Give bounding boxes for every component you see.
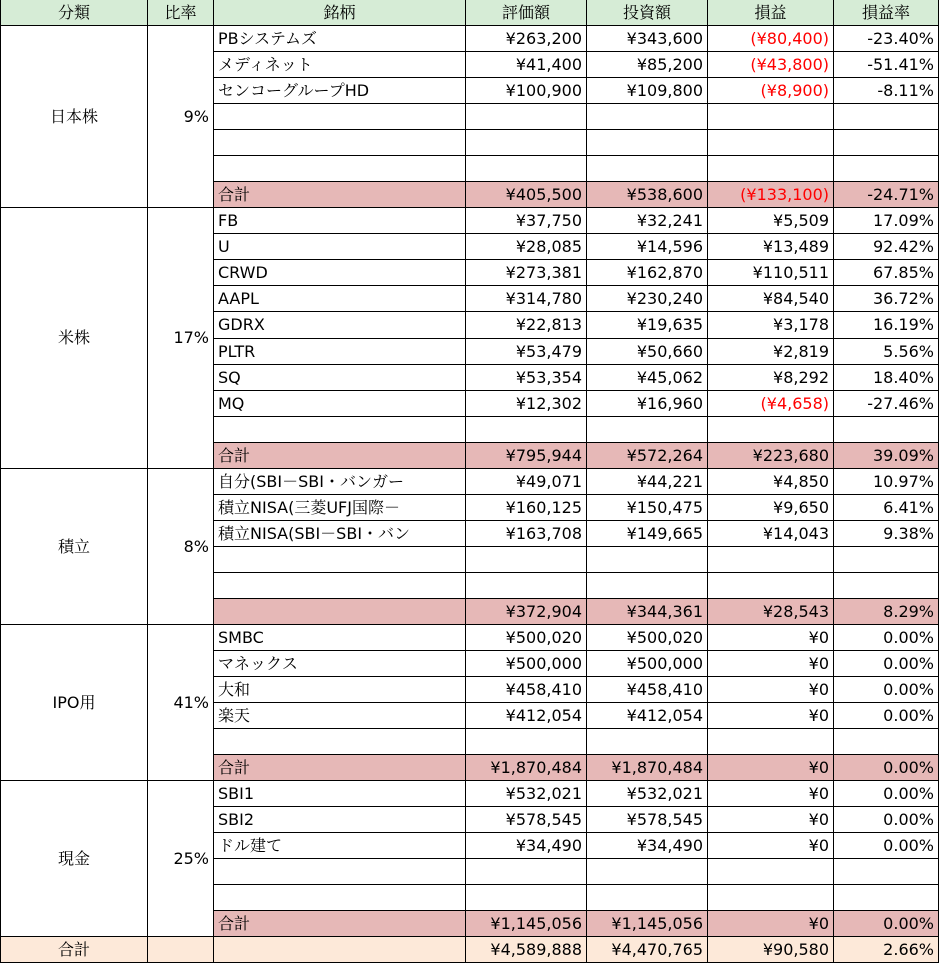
profit-loss-cell[interactable] [708,573,834,599]
grand-total-ratio[interactable] [148,937,214,963]
subtotal-investment-cell[interactable]: ¥538,600 [587,182,708,208]
profit-loss-rate-cell[interactable]: 0.00% [834,703,939,729]
profit-loss-rate-cell[interactable]: 5.56% [834,339,939,365]
valuation-cell[interactable]: ¥163,708 [466,521,587,547]
profit-loss-rate-cell[interactable]: 0.00% [834,677,939,703]
investment-cell[interactable] [587,573,708,599]
subtotal-profit-loss-rate-cell[interactable]: 0.00% [834,911,939,937]
grand-total-label[interactable]: 合計 [0,937,148,963]
category-cell[interactable]: IPO用 [0,625,148,781]
profit-loss-rate-cell[interactable]: 17.09% [834,208,939,234]
ratio-cell[interactable]: 25% [148,781,214,937]
investment-cell[interactable]: ¥500,000 [587,651,708,677]
valuation-cell[interactable]: ¥500,020 [466,625,587,651]
investment-cell[interactable]: ¥85,200 [587,52,708,78]
valuation-cell[interactable] [466,885,587,911]
stock-name-cell[interactable] [214,573,466,599]
subtotal-stock-name-cell[interactable]: 合計 [214,755,466,781]
investment-cell[interactable] [587,104,708,130]
profit-loss-cell[interactable]: ¥0 [708,781,834,807]
subtotal-profit-loss-cell[interactable]: (¥133,100) [708,182,834,208]
stock-name-cell[interactable]: マネックス [214,651,466,677]
investment-cell[interactable] [587,885,708,911]
valuation-cell[interactable] [466,547,587,573]
subtotal-stock-name-cell[interactable]: 合計 [214,182,466,208]
subtotal-profit-loss-cell[interactable]: ¥0 [708,911,834,937]
header-stock: 銘柄 [214,0,466,26]
stock-name-cell[interactable]: AAPL [214,286,466,312]
investment-cell[interactable] [587,729,708,755]
valuation-cell[interactable]: ¥22,813 [466,312,587,339]
profit-loss-cell[interactable]: ¥84,540 [708,286,834,312]
subtotal-valuation-cell[interactable]: ¥405,500 [466,182,587,208]
stock-name-cell[interactable]: FB [214,208,466,234]
profit-loss-rate-cell[interactable]: -8.11% [834,78,939,104]
investment-cell[interactable]: ¥500,020 [587,625,708,651]
profit-loss-rate-cell[interactable] [834,130,939,156]
profit-loss-rate-cell[interactable]: 0.00% [834,625,939,651]
profit-loss-rate-cell[interactable] [834,573,939,599]
profit-loss-cell[interactable] [708,547,834,573]
valuation-cell[interactable]: ¥263,200 [466,26,587,52]
subtotal-profit-loss-rate-cell[interactable]: -24.71% [834,182,939,208]
investment-cell[interactable]: ¥14,596 [587,234,708,260]
valuation-cell[interactable] [466,417,587,443]
profit-loss-cell[interactable]: ¥0 [708,833,834,859]
profit-loss-cell[interactable]: (¥80,400) [708,26,834,52]
ratio-cell[interactable]: 41% [148,625,214,781]
profit-loss-cell[interactable]: ¥0 [708,651,834,677]
valuation-cell[interactable] [466,156,587,182]
investment-cell[interactable] [587,547,708,573]
profit-loss-rate-cell[interactable]: 16.19% [834,312,939,339]
investment-cell[interactable]: ¥44,221 [587,469,708,495]
profit-loss-cell[interactable] [708,885,834,911]
investment-cell[interactable]: ¥32,241 [587,208,708,234]
stock-name-cell[interactable]: 積立NISA(SBI－SBI・バン [214,521,466,547]
valuation-cell[interactable] [466,729,587,755]
investment-cell[interactable]: ¥230,240 [587,286,708,312]
profit-loss-cell[interactable]: ¥110,511 [708,260,834,286]
profit-loss-rate-cell[interactable]: -27.46% [834,391,939,417]
stock-name-cell[interactable] [214,156,466,182]
profit-loss-rate-cell[interactable]: 0.00% [834,781,939,807]
profit-loss-rate-cell[interactable] [834,417,939,443]
subtotal-profit-loss-cell[interactable]: ¥223,680 [708,443,834,469]
stock-name-cell[interactable]: PLTR [214,339,466,365]
investment-cell[interactable] [587,417,708,443]
investment-cell[interactable]: ¥50,660 [587,339,708,365]
stock-name-cell[interactable]: SBI2 [214,807,466,833]
profit-loss-cell[interactable]: ¥0 [708,677,834,703]
investment-cell[interactable]: ¥343,600 [587,26,708,52]
investment-cell[interactable] [587,859,708,885]
stock-name-cell[interactable]: SBI1 [214,781,466,807]
valuation-cell[interactable]: ¥532,021 [466,781,587,807]
profit-loss-rate-cell[interactable]: 18.40% [834,365,939,391]
profit-loss-rate-cell[interactable]: 0.00% [834,651,939,677]
investment-cell[interactable]: ¥412,054 [587,703,708,729]
subtotal-investment-cell[interactable]: ¥1,870,484 [587,755,708,781]
subtotal-profit-loss-cell[interactable]: ¥28,543 [708,599,834,625]
valuation-cell[interactable] [466,104,587,130]
valuation-cell[interactable]: ¥37,750 [466,208,587,234]
profit-loss-cell[interactable] [708,156,834,182]
profit-loss-cell[interactable]: (¥8,900) [708,78,834,104]
valuation-cell[interactable] [466,859,587,885]
valuation-cell[interactable]: ¥314,780 [466,286,587,312]
profit-loss-rate-cell[interactable] [834,885,939,911]
subtotal-valuation-cell[interactable]: ¥795,944 [466,443,587,469]
profit-loss-rate-cell[interactable]: 0.00% [834,807,939,833]
profit-loss-rate-cell[interactable] [834,547,939,573]
valuation-cell[interactable] [466,130,587,156]
stock-name-cell[interactable]: センコーグループHD [214,78,466,104]
subtotal-valuation-cell[interactable]: ¥1,870,484 [466,755,587,781]
subtotal-investment-cell[interactable]: ¥1,145,056 [587,911,708,937]
profit-loss-cell[interactable]: ¥0 [708,625,834,651]
ratio-cell[interactable]: 17% [148,208,214,469]
investment-cell[interactable]: ¥150,475 [587,495,708,521]
profit-loss-rate-cell[interactable]: -51.41% [834,52,939,78]
category-cell[interactable]: 現金 [0,781,148,937]
stock-name-cell[interactable]: CRWD [214,260,466,286]
stock-name-cell[interactable] [214,729,466,755]
stock-name-cell[interactable]: PBシステムズ [214,26,466,52]
subtotal-investment-cell[interactable]: ¥344,361 [587,599,708,625]
header-ratio: 比率 [148,0,214,26]
valuation-cell[interactable]: ¥578,545 [466,807,587,833]
category-cell[interactable]: 積立 [0,469,148,625]
stock-name-cell[interactable]: 大和 [214,677,466,703]
valuation-cell[interactable]: ¥41,400 [466,52,587,78]
investment-cell[interactable]: ¥19,635 [587,312,708,339]
header-investment: 投資額 [587,0,708,26]
investment-cell[interactable]: ¥578,545 [587,807,708,833]
stock-name-cell[interactable] [214,859,466,885]
profit-loss-cell[interactable]: ¥13,489 [708,234,834,260]
profit-loss-rate-cell[interactable] [834,729,939,755]
stock-name-cell[interactable]: U [214,234,466,260]
stock-name-cell[interactable]: SQ [214,365,466,391]
subtotal-profit-loss-rate-cell[interactable]: 39.09% [834,443,939,469]
investment-cell[interactable]: ¥149,665 [587,521,708,547]
stock-name-cell[interactable]: 積立NISA(三菱UFJ国際－ [214,495,466,521]
profit-loss-rate-cell[interactable]: 0.00% [834,833,939,859]
stock-name-cell[interactable] [214,547,466,573]
investment-cell[interactable]: ¥162,870 [587,260,708,286]
valuation-cell[interactable]: ¥53,479 [466,339,587,365]
grand-total-name[interactable] [214,937,466,963]
subtotal-profit-loss-rate-cell[interactable]: 8.29% [834,599,939,625]
investment-cell[interactable]: ¥458,410 [587,677,708,703]
profit-loss-rate-cell[interactable]: 67.85% [834,260,939,286]
investment-cell[interactable] [587,156,708,182]
profit-loss-cell[interactable] [708,729,834,755]
profit-loss-cell[interactable]: ¥14,043 [708,521,834,547]
valuation-cell[interactable]: ¥412,054 [466,703,587,729]
header-category: 分類 [0,0,148,26]
profit-loss-cell[interactable]: ¥2,819 [708,339,834,365]
subtotal-profit-loss-cell[interactable]: ¥0 [708,755,834,781]
profit-loss-cell[interactable]: (¥43,800) [708,52,834,78]
subtotal-valuation-cell[interactable]: ¥1,145,056 [466,911,587,937]
stock-name-cell[interactable]: 楽天 [214,703,466,729]
stock-name-cell[interactable] [214,130,466,156]
investment-cell[interactable]: ¥45,062 [587,365,708,391]
profit-loss-cell[interactable] [708,417,834,443]
valuation-cell[interactable]: ¥28,085 [466,234,587,260]
investment-cell[interactable]: ¥532,021 [587,781,708,807]
profit-loss-cell[interactable]: ¥5,509 [708,208,834,234]
valuation-cell[interactable]: ¥53,354 [466,365,587,391]
stock-name-cell[interactable]: MQ [214,391,466,417]
grand-total-valuation[interactable]: ¥4,589,888 [466,937,587,963]
grand-total-rate[interactable]: 2.66% [834,937,939,963]
profit-loss-rate-cell[interactable]: 9.38% [834,521,939,547]
profit-loss-cell[interactable]: ¥0 [708,703,834,729]
profit-loss-rate-cell[interactable]: 36.72% [834,286,939,312]
valuation-cell[interactable]: ¥34,490 [466,833,587,859]
stock-name-cell[interactable] [214,104,466,130]
ratio-cell[interactable]: 9% [148,26,214,208]
profit-loss-cell[interactable]: ¥4,850 [708,469,834,495]
valuation-cell[interactable]: ¥100,900 [466,78,587,104]
stock-name-cell[interactable] [214,885,466,911]
valuation-cell[interactable]: ¥458,410 [466,677,587,703]
header-valuation: 評価額 [466,0,587,26]
profit-loss-cell[interactable]: ¥0 [708,807,834,833]
valuation-cell[interactable]: ¥12,302 [466,391,587,417]
profit-loss-cell[interactable]: ¥3,178 [708,312,834,339]
investment-cell[interactable]: ¥34,490 [587,833,708,859]
profit-loss-rate-cell[interactable]: 6.41% [834,495,939,521]
ratio-cell[interactable]: 8% [148,469,214,625]
profit-loss-rate-cell[interactable]: 10.97% [834,469,939,495]
stock-name-cell[interactable]: 自分(SBI－SBI・バンガー [214,469,466,495]
valuation-cell[interactable]: ¥49,071 [466,469,587,495]
valuation-cell[interactable] [466,573,587,599]
stock-name-cell[interactable] [214,417,466,443]
profit-loss-rate-cell[interactable] [834,859,939,885]
subtotal-stock-name-cell[interactable]: 合計 [214,443,466,469]
category-cell[interactable]: 米株 [0,208,148,469]
profit-loss-cell[interactable]: ¥8,292 [708,365,834,391]
stock-name-cell[interactable]: メディネット [214,52,466,78]
stock-name-cell[interactable]: ドル建て [214,833,466,859]
valuation-cell[interactable]: ¥273,381 [466,260,587,286]
subtotal-stock-name-cell[interactable] [214,599,466,625]
investment-cell[interactable]: ¥16,960 [587,391,708,417]
profit-loss-cell[interactable]: (¥4,658) [708,391,834,417]
grand-total-investment[interactable]: ¥4,470,765 [587,937,708,963]
subtotal-investment-cell[interactable]: ¥572,264 [587,443,708,469]
category-cell[interactable]: 日本株 [0,26,148,208]
profit-loss-cell[interactable]: ¥9,650 [708,495,834,521]
subtotal-stock-name-cell[interactable]: 合計 [214,911,466,937]
investment-cell[interactable]: ¥109,800 [587,78,708,104]
valuation-cell[interactable]: ¥500,000 [466,651,587,677]
header-profit-loss: 損益 [708,0,834,26]
profit-loss-rate-cell[interactable]: 92.42% [834,234,939,260]
grand-total-profit-loss[interactable]: ¥90,580 [708,937,834,963]
profit-loss-rate-cell[interactable] [834,104,939,130]
subtotal-valuation-cell[interactable]: ¥372,904 [466,599,587,625]
profit-loss-cell[interactable] [708,104,834,130]
profit-loss-cell[interactable] [708,130,834,156]
investment-cell[interactable] [587,130,708,156]
profit-loss-rate-cell[interactable] [834,156,939,182]
profit-loss-rate-cell[interactable]: -23.40% [834,26,939,52]
stock-name-cell[interactable]: GDRX [214,312,466,339]
stock-name-cell[interactable]: SMBC [214,625,466,651]
valuation-cell[interactable]: ¥160,125 [466,495,587,521]
subtotal-profit-loss-rate-cell[interactable]: 0.00% [834,755,939,781]
profit-loss-cell[interactable] [708,859,834,885]
header-profit-loss-rate: 損益率 [834,0,939,26]
